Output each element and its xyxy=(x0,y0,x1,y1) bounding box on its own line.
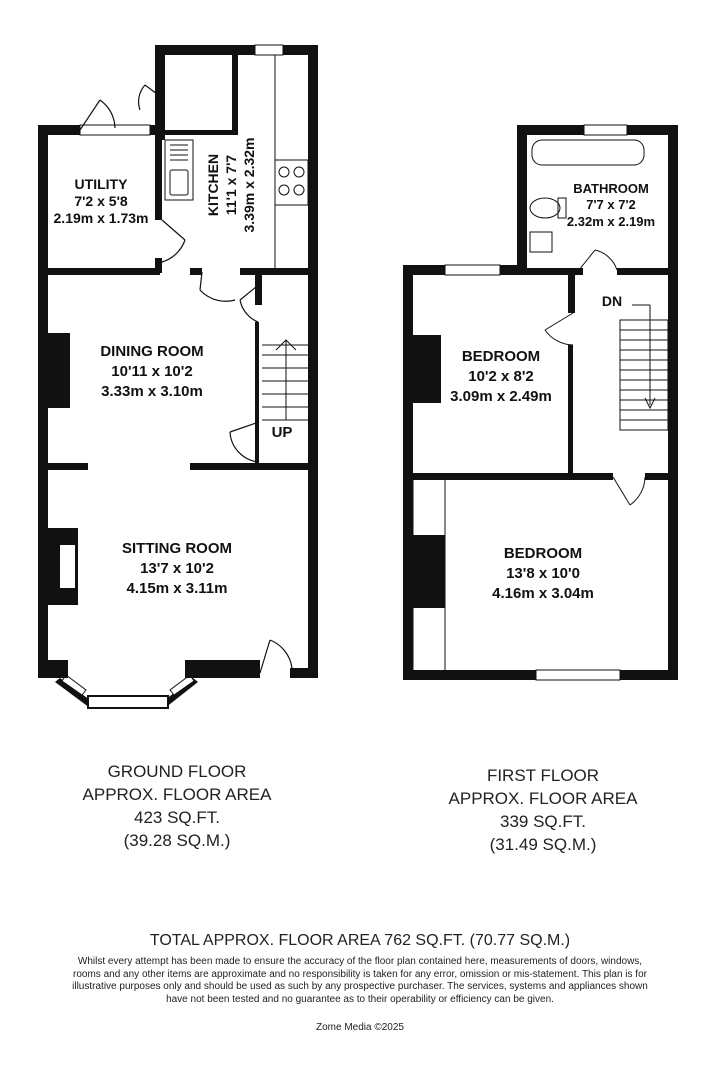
ground-floor-sqft: 423 SQ.FT. xyxy=(134,808,220,827)
first-floor-sqft: 339 SQ.FT. xyxy=(500,812,586,831)
bedroom2-metric: 4.16m x 3.04m xyxy=(492,585,594,602)
sitting-imperial: 13'7 x 10'2 xyxy=(140,560,214,577)
first-floor-area-label: APPROX. FLOOR AREA xyxy=(448,789,638,808)
total-floor-area: TOTAL APPROX. FLOOR AREA 762 SQ.FT. (70.77 SQ.M.) xyxy=(149,932,571,949)
disclaimer-text: Whilst every attempt has been made to ensure the accuracy of the floor plan contained here, measurements of doors, windows, rooms and any other items are approximate and no responsibility is taken for any error, omission or mis-statement. This plan is for illustrative purposes only and should be used as such by any prospective purchaser. The services, systems and appliances shown have not been tested and no guarantee as to their operability or efficiency can be given. xyxy=(72,956,648,1005)
utility-name: UTILITY xyxy=(74,176,128,192)
credit-text: Zome Media ©2025 xyxy=(316,1022,404,1033)
dining-name: DINING ROOM xyxy=(100,343,204,360)
bedroom2-name: BEDROOM xyxy=(503,545,583,562)
dining-metric: 3.33m x 3.10m xyxy=(101,383,203,400)
utility-imperial: 7'2 x 5'8 xyxy=(74,193,128,209)
bedroom1-imperial: 10'2 x 8'2 xyxy=(468,368,534,385)
sitting-name: SITTING ROOM xyxy=(122,540,232,557)
dining-imperial: 10'11 x 10'2 xyxy=(111,363,193,380)
stairs-down-label: DN xyxy=(601,293,623,309)
ground-floor-title: GROUND FLOOR xyxy=(107,762,247,781)
first-floor-caption xyxy=(418,764,668,856)
bathroom-metric: 2.32m x 2.19m xyxy=(566,214,656,229)
ground-floor-area-label: APPROX. FLOOR AREA xyxy=(82,785,272,804)
utility-metric: 2.19m x 1.73m xyxy=(53,210,149,226)
room-labels xyxy=(54,138,656,602)
sitting-metric: 4.15m x 3.11m xyxy=(126,580,228,597)
bedroom2-imperial: 13'8 x 10'0 xyxy=(506,565,580,582)
bedroom1-metric: 3.09m x 2.49m xyxy=(450,388,552,405)
stairs-up-label: UP xyxy=(271,424,293,441)
ground-floor-sqm: (39.28 SQ.M.) xyxy=(123,831,231,850)
bedroom1-name: BEDROOM xyxy=(461,348,541,365)
kitchen-metric: 3.39m x 2.32m xyxy=(241,137,257,233)
bathroom-imperial: 7'7 x 7'2 xyxy=(586,197,636,212)
kitchen-name: KITCHEN xyxy=(205,153,221,217)
ground-floor-caption xyxy=(52,760,302,852)
first-floor-sqm: (31.49 SQ.M.) xyxy=(489,835,597,854)
kitchen-imperial: 11'1 x 7'7 xyxy=(223,154,239,216)
bathroom-name: BATHROOM xyxy=(573,181,649,196)
first-floor-title: FIRST FLOOR xyxy=(486,766,600,785)
